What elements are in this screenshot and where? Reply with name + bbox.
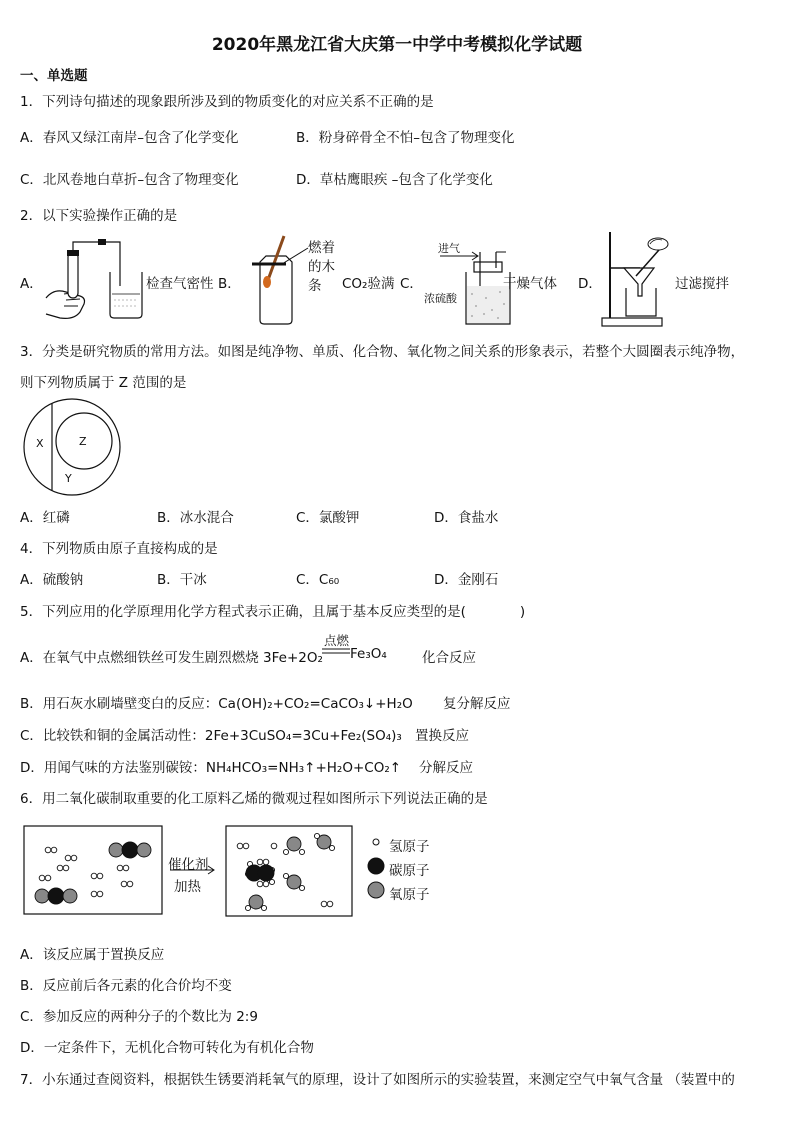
q1-option-d[interactable]: D．草枯鹰眼疾 –包含了化学变化 bbox=[296, 172, 493, 188]
q5-option-d[interactable]: D．用闻气味的方法鉴别碳铵：NH₄HCO₃=NH₃↑+H₂O+CO₂↑ bbox=[20, 760, 402, 776]
q2-b-label-3: 条 bbox=[308, 278, 322, 294]
q5-option-c[interactable]: C．比较铁和铜的金属活动性：2Fe+3CuSO₄=3Cu+Fe₂(SO₄)₃ bbox=[20, 728, 402, 744]
q4-option-a[interactable]: A．硫酸钠 bbox=[20, 572, 84, 588]
q5-a-equals bbox=[322, 648, 352, 656]
q2-c-gas-in-label: 进气 bbox=[438, 242, 460, 255]
q1-option-c[interactable]: C．北风卷地白草折–包含了物理变化 bbox=[20, 172, 239, 188]
q6-condition-catalyst: 催化剂 bbox=[168, 857, 209, 873]
q3-label-x: X bbox=[36, 437, 44, 450]
q2-b-label-1: 燃着 bbox=[308, 240, 335, 256]
q6-legend-hydrogen: 氢原子 bbox=[389, 839, 430, 855]
q5-a-product: Fe₃O₄ bbox=[350, 646, 387, 662]
q2-b-pointer-line bbox=[282, 246, 310, 266]
q5-option-b[interactable]: B．用石灰水刷墙壁变白的反应：Ca(OH)₂+CO₂=CaCO₃↓+H₂O bbox=[20, 696, 413, 712]
q2-b-label-2: 的木 bbox=[308, 259, 335, 275]
q7-stem: 7．小东通过查阅资料，根据铁生锈要消耗氧气的原理，设计了如图所示的实验装置，来测定空气中氧气含量 （装置中的 bbox=[20, 1072, 735, 1088]
q2-option-a-letter[interactable]: A． bbox=[20, 276, 43, 292]
q2-c-acid-label: 浓硫酸 bbox=[424, 292, 457, 305]
q5-option-a[interactable]: A．在氧气中点燃细铁丝可发生剧烈燃烧 3Fe+2O₂ bbox=[20, 650, 323, 666]
q6-legend-oxygen: 氧原子 bbox=[389, 887, 430, 903]
q5-a-condition: 点燃 bbox=[324, 633, 350, 648]
q5-b-type: 复分解反应 bbox=[443, 696, 511, 712]
q3-stem-line2: 则下列物质属于 Z 范围的是 bbox=[20, 375, 187, 391]
q1-stem: 1．下列诗句描述的现象跟所涉及到的物质变化的对应关系不正确的是 bbox=[20, 94, 434, 110]
q2-filter-diagram bbox=[596, 230, 676, 330]
q2-option-c-caption: 干燥气体 bbox=[503, 276, 557, 292]
q3-label-y: Y bbox=[65, 472, 72, 485]
q5-a-type: 化合反应 bbox=[422, 650, 476, 666]
q3-label-z: Z bbox=[79, 435, 87, 448]
q3-stem-line1: 3．分类是研究物质的常用方法。如图是纯净物、单质、化合物、氧化物之间关系的形象表示，若整个大圆圈表示纯净物， bbox=[20, 344, 745, 360]
q6-option-b[interactable]: B．反应前后各元素的化合价均不变 bbox=[20, 978, 232, 994]
q3-option-c[interactable]: C．氯酸钾 bbox=[296, 510, 360, 526]
q6-option-c[interactable]: C．参加反应的两种分子的个数比为 2:9 bbox=[20, 1009, 258, 1025]
q2-option-b-letter[interactable]: B． bbox=[218, 276, 241, 292]
q4-stem: 4．下列物质由原子直接构成的是 bbox=[20, 541, 218, 557]
q4-option-b[interactable]: B．干冰 bbox=[157, 572, 207, 588]
q3-option-a[interactable]: A．红磷 bbox=[20, 510, 70, 526]
q2-stem: 2．以下实验操作正确的是 bbox=[20, 208, 178, 224]
q1-option-b[interactable]: B．粉身碎骨全不怕–包含了物理变化 bbox=[296, 130, 515, 146]
q6-legend-carbon: 碳原子 bbox=[389, 863, 430, 879]
page-title: 2020年黑龙江省大庆第一中学中考模拟化学试题 bbox=[211, 35, 583, 55]
q2-option-d-caption: 过滤搅拌 bbox=[675, 276, 729, 292]
q3-option-d[interactable]: D．食盐水 bbox=[434, 510, 499, 526]
q6-option-a[interactable]: A．该反应属于置换反应 bbox=[20, 947, 165, 963]
q5-c-type: 置换反应 bbox=[415, 728, 469, 744]
q1-option-a[interactable]: A．春风又绿江南岸–包含了化学变化 bbox=[20, 130, 239, 146]
q4-option-d[interactable]: D．金刚石 bbox=[434, 572, 499, 588]
q6-option-d[interactable]: D．一定条件下，无机化合物可转化为有机化合物 bbox=[20, 1040, 314, 1056]
q2-option-a-caption: 检查气密性 bbox=[146, 276, 214, 292]
q2-option-d-letter[interactable]: D． bbox=[578, 276, 602, 292]
q3-option-b[interactable]: B．冰水混合 bbox=[157, 510, 234, 526]
q2-airtightness-diagram bbox=[40, 236, 150, 326]
q5-d-type: 分解反应 bbox=[419, 760, 473, 776]
section-heading: 一、单选题 bbox=[20, 68, 88, 84]
q4-option-c[interactable]: C．C₆₀ bbox=[296, 572, 340, 588]
q5-stem: 5．下列应用的化学原理用化学方程式表示正确，且属于基本反应类型的是( ) bbox=[20, 604, 526, 620]
q6-condition-heat: 加热 bbox=[174, 879, 201, 895]
q2-option-b-caption: CO₂验满 bbox=[342, 276, 395, 292]
q6-stem: 6．用二氧化碳制取重要的化工原料乙烯的微观过程如图所示下列说法正确的是 bbox=[20, 791, 488, 807]
q2-option-c-letter[interactable]: C． bbox=[400, 276, 423, 292]
q6-reaction-diagram bbox=[24, 826, 444, 920]
